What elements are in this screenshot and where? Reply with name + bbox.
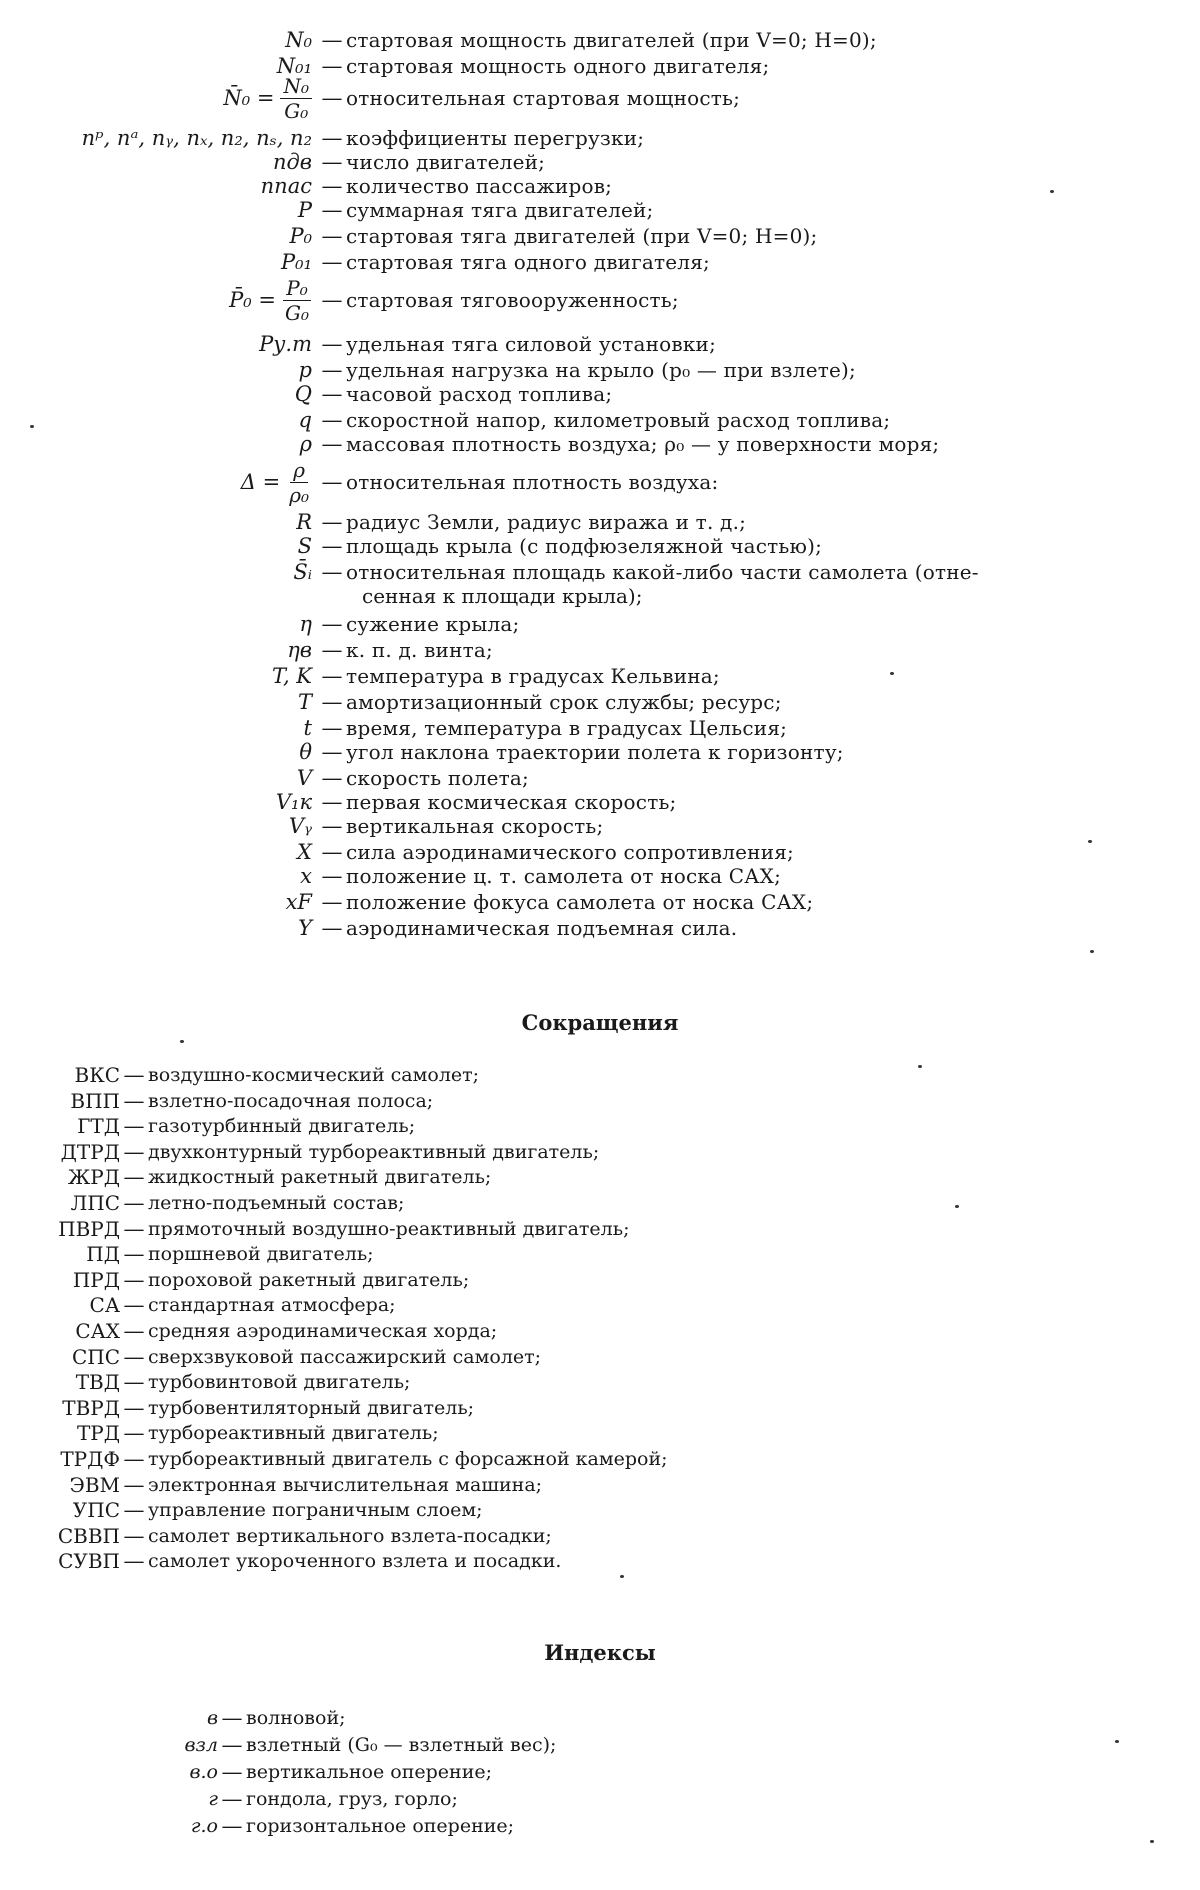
symbol: xF: [285, 890, 312, 914]
dash: —: [321, 382, 343, 406]
dash: —: [123, 1395, 145, 1420]
symbol-definition: время, температура в градусах Цельсия;: [346, 716, 788, 740]
dash: —: [321, 690, 343, 714]
scan-speck: [1090, 950, 1094, 953]
scan-speck: [1088, 840, 1092, 843]
symbol: P₀: [289, 224, 312, 248]
symbol-definition: температура в градусах Кельвина;: [346, 664, 720, 688]
symbol-definition: стартовая тяга одного двигателя;: [346, 250, 710, 274]
section-heading-abbreviations: Сокращения: [521, 1010, 679, 1035]
dash: —: [321, 560, 343, 584]
dash: —: [321, 664, 343, 688]
dash: —: [123, 1216, 145, 1241]
dash: —: [123, 1420, 145, 1445]
symbol-definition: первая космическая скорость;: [346, 790, 677, 814]
dash: —: [321, 864, 343, 888]
symbol: V₁к: [275, 790, 312, 814]
fraction: [286, 458, 312, 507]
symbol: nᵖ, nᵃ, nᵧ, nₓ, n₂, nₛ, n₂: [81, 126, 312, 150]
symbol: N₀₁: [276, 54, 312, 78]
dash: —: [123, 1241, 145, 1266]
abbreviation-definition: электронная вычислительная машина;: [148, 1473, 543, 1496]
index-symbol: г.о: [190, 1815, 218, 1837]
symbol-definition: относительная плотность воздуха:: [346, 470, 719, 494]
symbol-definition: коэффициенты перегрузки;: [346, 126, 645, 150]
abbreviation-definition: самолет укороченного взлета и посадки.: [148, 1549, 562, 1572]
dash: —: [321, 332, 343, 356]
fraction-denominator: G₀: [285, 300, 309, 325]
index-definition: гондола, груз, горло;: [246, 1788, 458, 1810]
symbol: T: [297, 690, 312, 714]
abbreviation-definition: газотурбинный двигатель;: [148, 1114, 416, 1137]
scan-speck: [890, 672, 894, 675]
abbreviation-definition: управление пограничным слоем;: [148, 1498, 483, 1521]
dash: —: [221, 1706, 243, 1730]
symbol-definition: амортизационный срок службы; ресурс;: [346, 690, 782, 714]
symbol: t: [303, 716, 312, 740]
dash: —: [321, 612, 343, 636]
dash: —: [321, 150, 343, 174]
dash: —: [123, 1164, 145, 1189]
abbreviation: ПД: [86, 1241, 120, 1266]
symbol: ηв: [287, 638, 312, 662]
index-definition: волновой;: [246, 1707, 346, 1729]
dash: —: [321, 224, 343, 248]
index-symbol: взл: [184, 1734, 218, 1756]
scan-speck: [620, 1575, 624, 1578]
symbol-definition: стартовая мощность двигателей (при V=0; H=0);: [346, 28, 877, 52]
symbol-definition: положение фокуса самолета от носка САХ;: [346, 890, 814, 914]
index-row: [0, 1810, 514, 1842]
symbol: η: [299, 612, 312, 636]
symbol: Pу.т: [259, 332, 312, 356]
dash: —: [321, 86, 343, 110]
symbol: Vᵧ: [288, 814, 312, 838]
index-symbol: в: [206, 1707, 218, 1729]
scan-speck: [180, 1040, 184, 1043]
dash: —: [221, 1814, 243, 1838]
formula-lhs: Δ =: [240, 470, 281, 494]
abbreviation-definition: турбовинтовой двигатель;: [148, 1370, 411, 1393]
symbol-definition: относительная стартовая мощность;: [346, 86, 741, 110]
dash: —: [123, 1344, 145, 1369]
abbreviation: ВКС: [74, 1062, 120, 1087]
dash: —: [123, 1190, 145, 1215]
dash: —: [221, 1760, 243, 1784]
formula: [0, 276, 318, 325]
dash: —: [321, 198, 343, 222]
scan-speck: [30, 425, 34, 428]
symbol: nдв: [272, 150, 312, 174]
symbol-definition: скорость полета;: [346, 766, 529, 790]
abbreviation: ЭВМ: [69, 1472, 120, 1497]
dash: —: [123, 1548, 145, 1573]
symbol: R: [296, 510, 312, 534]
index-definition: взлетный (G₀ — взлетный вес);: [246, 1734, 557, 1756]
scan-speck: [1115, 1740, 1119, 1743]
symbol: X: [297, 840, 312, 864]
abbreviation-definition: турбовентиляторный двигатель;: [148, 1396, 475, 1419]
fraction: [282, 276, 312, 325]
dash: —: [123, 1446, 145, 1471]
abbreviation-definition: турбореактивный двигатель;: [148, 1421, 439, 1444]
symbol: θ: [299, 740, 312, 764]
formula: [0, 74, 318, 123]
symbol-definition: к. п. д. винта;: [346, 638, 493, 662]
fraction-denominator: ρ₀: [289, 482, 309, 507]
abbreviation-definition: прямоточный воздушно-реактивный двигатель;: [148, 1217, 630, 1240]
symbol-definition: угол наклона траектории полета к горизонту;: [346, 740, 844, 764]
abbreviation-definition: воздушно-космический самолет;: [148, 1063, 480, 1086]
abbreviation: СУВП: [58, 1548, 120, 1573]
abbreviation: ДТРД: [60, 1139, 120, 1164]
symbol-definition: сила аэродинамического сопротивления;: [346, 840, 794, 864]
symbol-definition: вертикальная скорость;: [346, 814, 604, 838]
abbreviation: ТРДФ: [60, 1446, 120, 1471]
dash: —: [321, 638, 343, 662]
dash: —: [321, 432, 343, 456]
scan-speck: [1050, 190, 1054, 193]
dash: —: [321, 716, 343, 740]
symbol-definition: стартовая тяга двигателей (при V=0; H=0);: [346, 224, 818, 248]
formula-lhs: P̄₀ =: [229, 288, 276, 312]
symbol: q: [298, 408, 312, 432]
abbreviation: СПС: [71, 1344, 120, 1369]
symbol: V: [296, 766, 312, 790]
dash: —: [321, 790, 343, 814]
abbreviation: ПВРД: [58, 1216, 120, 1241]
abbreviation-definition: пороховой ракетный двигатель;: [148, 1268, 470, 1291]
symbol-definition: радиус Земли, радиус виража и т. д.;: [346, 510, 747, 534]
symbol: P: [297, 198, 312, 222]
symbol-definition: стартовая мощность одного двигателя;: [346, 54, 770, 78]
abbreviation: ПРД: [72, 1267, 120, 1292]
abbreviation: ЖРД: [67, 1164, 120, 1189]
dash: —: [123, 1139, 145, 1164]
symbol-definition: стартовая тяговооруженность;: [346, 288, 679, 312]
fraction-numerator: N₀: [280, 74, 312, 99]
symbol-definition: количество пассажиров;: [346, 174, 613, 198]
abbreviation-row: [0, 1545, 561, 1576]
abbreviation-definition: средняя аэродинамическая хорда;: [148, 1319, 498, 1342]
dash: —: [321, 28, 343, 52]
symbol: P₀₁: [281, 250, 312, 274]
abbreviation: ТРД: [76, 1420, 120, 1445]
symbol-definition: удельная нагрузка на крыло (p₀ — при взлете);: [346, 358, 856, 382]
symbol: N₀: [285, 28, 312, 52]
index-symbol: г: [208, 1788, 218, 1810]
symbol-definition: площадь крыла (с подфюзеляжной частью);: [346, 534, 823, 558]
symbol: Q: [294, 382, 312, 406]
abbreviation-definition: взлетно-посадочная полоса;: [148, 1089, 434, 1112]
dash: —: [321, 408, 343, 432]
symbol: Y: [298, 916, 312, 940]
scan-speck: [1150, 1840, 1154, 1843]
abbreviation-definition: двухконтурный турбореактивный двигатель;: [148, 1140, 600, 1163]
symbol-definition: аэродинамическая подъемная сила.: [346, 916, 738, 940]
dash: —: [321, 126, 343, 150]
dash: —: [321, 916, 343, 940]
scan-speck: [918, 1065, 922, 1068]
dash: —: [321, 358, 343, 382]
fraction-denominator: G₀: [284, 98, 309, 123]
dash: —: [321, 840, 343, 864]
symbol: x: [300, 864, 312, 888]
abbreviation-definition: стандартная атмосфера;: [148, 1293, 396, 1316]
section-heading-indices: Индексы: [544, 1640, 656, 1665]
symbol-definition-continuation: сенная к площади крыла);: [362, 584, 643, 608]
fraction: [280, 74, 312, 123]
abbreviation-definition: сверхзвуковой пассажирский самолет;: [148, 1345, 542, 1368]
dash: —: [321, 174, 343, 198]
symbol: ρ: [299, 432, 312, 456]
abbreviation: ТВД: [75, 1369, 120, 1394]
dash: —: [321, 766, 343, 790]
abbreviation: ЛПС: [70, 1190, 120, 1215]
symbol: S: [297, 534, 312, 558]
symbol-definition: скоростной напор, километровый расход топлива;: [346, 408, 891, 432]
symbol: nпас: [260, 174, 312, 198]
dash: —: [123, 1088, 145, 1113]
dash: —: [321, 250, 343, 274]
dash: —: [321, 814, 343, 838]
dash: —: [123, 1113, 145, 1138]
dash: —: [123, 1523, 145, 1548]
dash: —: [123, 1267, 145, 1292]
dash: —: [123, 1292, 145, 1317]
symbol-definition: суммарная тяга двигателей;: [346, 198, 654, 222]
dash: —: [321, 288, 343, 312]
dash: —: [321, 470, 343, 494]
symbol: S̄ᵢ: [293, 560, 312, 584]
fraction-numerator: P₀: [283, 276, 310, 301]
symbol: T, K: [272, 664, 312, 688]
formula-lhs: N̄₀ =: [223, 86, 275, 110]
index-definition: вертикальное оперение;: [246, 1761, 493, 1783]
dash: —: [123, 1369, 145, 1394]
abbreviation: УПС: [72, 1497, 120, 1522]
abbreviation: ТВРД: [62, 1395, 120, 1420]
abbreviation: САХ: [75, 1318, 120, 1343]
symbol-definition: относительная площадь какой-либо части самолета (отне-: [346, 560, 979, 584]
formula: [0, 458, 318, 507]
symbol-row: [0, 910, 1200, 946]
dash: —: [123, 1472, 145, 1497]
symbol-definition: число двигателей;: [346, 150, 546, 174]
index-symbol: в.о: [189, 1761, 218, 1783]
dash: —: [321, 534, 343, 558]
index-definition: горизонтальное оперение;: [246, 1815, 515, 1837]
symbol-definition: сужение крыла;: [346, 612, 520, 636]
dash: —: [321, 890, 343, 914]
abbreviation-definition: летно-подъемный состав;: [148, 1191, 405, 1214]
dash: —: [123, 1062, 145, 1087]
dash: —: [321, 510, 343, 534]
abbreviation: СВВП: [57, 1523, 120, 1548]
symbol-row: [0, 268, 1200, 332]
symbol-definition: часовой расход топлива;: [346, 382, 613, 406]
abbreviation-definition: поршневой двигатель;: [148, 1242, 374, 1265]
symbol-definition: удельная тяга силовой установки;: [346, 332, 717, 356]
abbreviation-definition: самолет вертикального взлета-посадки;: [148, 1524, 552, 1547]
symbol: p: [298, 358, 312, 382]
abbreviation: ГТД: [77, 1113, 120, 1138]
dash: —: [123, 1318, 145, 1343]
abbreviation: ВПП: [70, 1088, 120, 1113]
dash: —: [321, 54, 343, 78]
symbol-definition: положение ц. т. самолета от носка САХ;: [346, 864, 782, 888]
dash: —: [123, 1497, 145, 1522]
fraction-numerator: ρ: [290, 458, 308, 483]
scan-speck: [955, 1205, 959, 1208]
abbreviation: СА: [89, 1292, 120, 1317]
abbreviation-definition: жидкостный ракетный двигатель;: [148, 1165, 492, 1188]
symbol-definition: массовая плотность воздуха; ρ₀ — у поверхности моря;: [346, 432, 940, 456]
dash: —: [321, 740, 343, 764]
dash: —: [221, 1787, 243, 1811]
dash: —: [221, 1733, 243, 1757]
abbreviation-definition: турбореактивный двигатель с форсажной камерой;: [148, 1447, 668, 1470]
